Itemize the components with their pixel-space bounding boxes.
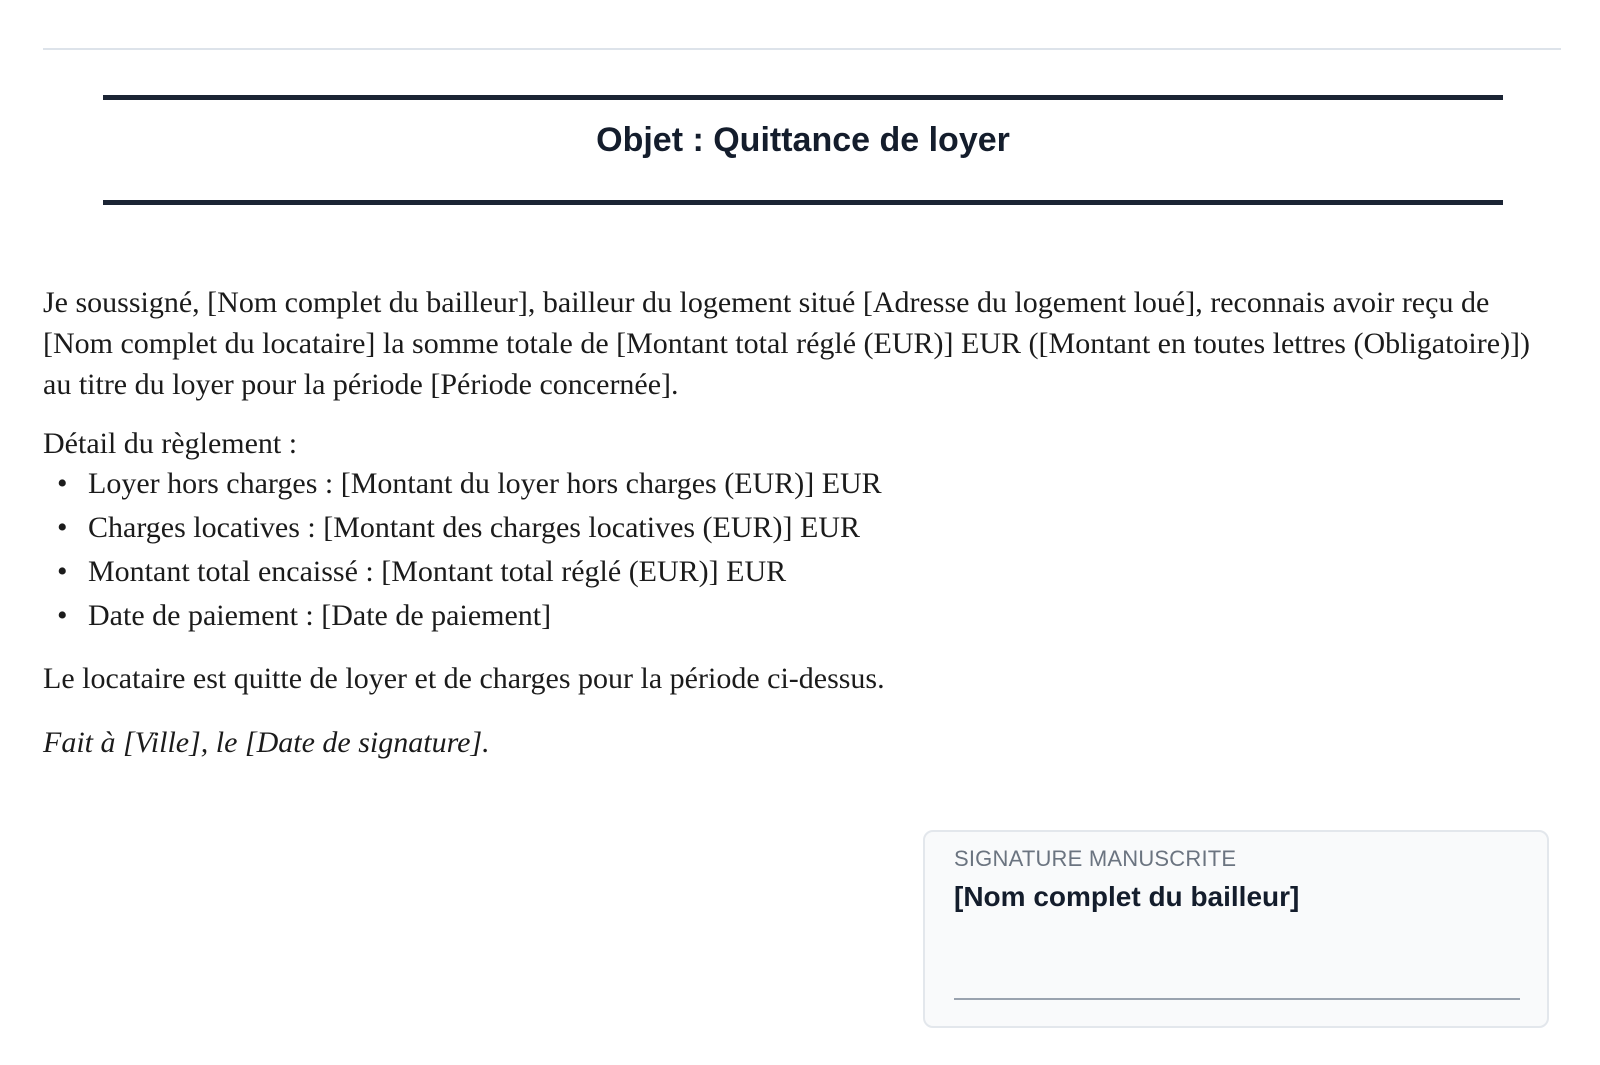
signature-block: [923, 830, 1549, 1028]
detail-item-text: Montant total encaissé : [Montant total réglé (EUR)] EUR: [88, 555, 787, 588]
quittance-statement: Le locataire est quitte de loyer et de charges pour la période ci-dessus.: [43, 662, 885, 695]
payment-detail-list: [43, 466, 882, 642]
bullet-icon: •: [57, 555, 68, 588]
detail-item-rent: [43, 466, 882, 510]
detail-item-text: Loyer hors charges : [Montant du loyer hors charges (EUR)] EUR: [88, 467, 882, 500]
subject-title: Objet : Quittance de loyer: [596, 121, 1010, 159]
document-page: [43, 0, 1561, 1065]
bullet-icon: •: [57, 467, 68, 500]
detail-item-payment-date: [43, 598, 882, 642]
bullet-icon: •: [57, 599, 68, 632]
bullet-icon: •: [57, 511, 68, 544]
subject-header: [103, 95, 1503, 205]
place-and-date: Fait à [Ville], le [Date de signature].: [43, 726, 490, 759]
detail-item-total: [43, 554, 882, 598]
signer-name: [Nom complet du bailleur]: [954, 881, 1300, 912]
detail-item-text: Charges locatives : [Montant des charges locatives (EUR)] EUR: [88, 511, 861, 544]
detail-heading: Détail du règlement :: [43, 427, 298, 460]
intro-paragraph: Je soussigné, [Nom complet du bailleur], bailleur du logement situé [Adresse du logement loué], reconnais avoir reçu de [Nom complet du locataire] la somme totale de [Montant total réglé (EUR)] EUR ([Montant en toutes lettres (Obligatoire)]) au titre du loyer pour la période [Période concernée].: [43, 286, 1531, 401]
signature-caption: SIGNATURE MANUSCRITE: [954, 846, 1237, 871]
detail-item-charges: [43, 510, 882, 554]
detail-item-text: Date de paiement : [Date de paiement]: [88, 599, 552, 632]
top-divider: [43, 48, 1561, 50]
signature-line: [954, 998, 1520, 1000]
